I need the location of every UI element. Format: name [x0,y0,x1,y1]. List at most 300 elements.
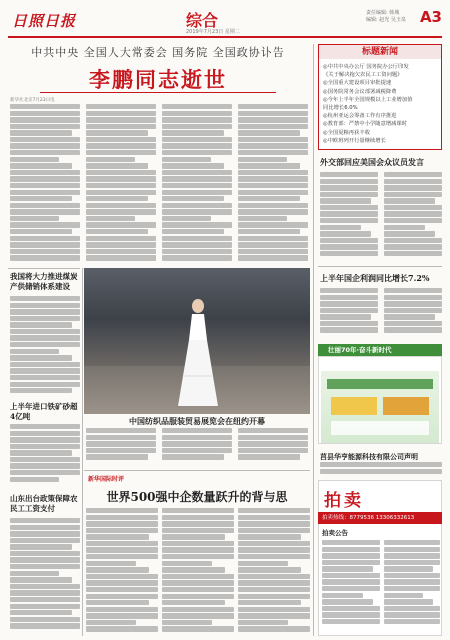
body-text-line [162,561,212,566]
body-text-line [238,620,288,625]
body-text-line [238,454,300,459]
body-text-line [322,586,380,591]
body-text-line [10,463,80,468]
body-text-line [238,508,310,513]
auction-notice-title: 拍卖公告 [322,529,348,537]
body-text-line [10,623,80,628]
body-text-line [162,441,232,446]
body-text-line [86,190,156,195]
body-text-line [238,255,308,260]
body-text-line [162,600,225,605]
body-text-line [322,573,380,578]
body-text-line [86,515,158,520]
body-text-line [86,104,156,109]
headline-news-box [318,44,442,150]
editor-line-1: 责任编辑: 韩城 [366,10,400,16]
brief-item: ◎中欧班列开行量继续增长 [323,137,386,144]
body-text-line [320,238,378,243]
body-text-line [320,179,378,184]
brief-item: 《关于解决拖欠农民工工资问题》 [323,72,403,79]
body-text-line [162,626,234,631]
body-text-line [86,613,158,618]
body-text-line [10,137,80,142]
body-text-line [10,531,80,536]
body-text-line [10,355,72,360]
body-text-line [10,564,80,569]
body-text-line [86,157,135,162]
body-text-line [10,424,80,429]
body-text-line [384,321,442,326]
newspaper-logo: 日照日报 [12,12,77,30]
body-text-line [238,216,287,221]
body-text-line [10,117,80,122]
body-text-line [10,303,80,308]
body-text-line [384,205,442,210]
body-text-line [10,176,80,181]
body-text-line [238,117,308,122]
body-text-line [10,557,80,562]
lead-dateline: 新华社北京7月23日电 [10,98,55,103]
body-text-line [238,137,308,142]
body-text-line [86,541,158,546]
body-text-line [162,242,232,247]
body-text-line [10,216,59,221]
body-text-line [86,448,156,453]
body-text-line [162,620,212,625]
body-text-line [162,508,234,513]
brief-item: ◎中共中央办公厅 国务院办公厅印发 [323,64,409,70]
auction-col-2 [384,540,440,632]
brief-item: ◎国务院常务会议部署减税降费 [323,88,397,95]
body-text-line [162,196,224,201]
body-text-line [10,309,80,314]
body-text-line [86,580,158,585]
body-text-line [162,137,232,142]
body-text-line [238,541,310,546]
body-text-line [384,211,442,216]
body-text-line [162,574,234,579]
body-text-line [10,130,72,135]
body-text-line [86,521,158,526]
body-text-line [162,209,232,214]
body-text-line [384,586,440,591]
body-text-line [86,196,148,201]
body-text-line [162,541,234,546]
body-text-line [384,327,442,332]
body-text-line [384,244,442,249]
body-text-line [384,295,442,300]
body-text-line [162,554,234,559]
body-text-line [162,104,232,109]
body-text-line [322,612,380,617]
company-notice-headline: 莒县华亨能源科技有限公司声明 [320,452,418,461]
body-text-line [320,211,378,216]
masthead-divider [8,36,442,38]
lead-kicker: 中共中央 全国人大常委会 国务院 全国政协讣告 [31,46,285,59]
body-text-line [238,170,308,175]
body-text-line [86,567,149,572]
body-text-line [162,448,232,453]
body-text-line [86,454,148,459]
caption-body-col-1 [86,428,156,466]
body-text-line [10,518,80,523]
body-text-line [10,388,72,393]
body-text-line [238,613,310,618]
body-text-line [238,229,300,234]
commentary-col-1 [86,508,158,634]
body-text-line [238,222,308,227]
body-text-line [162,176,232,181]
body-text-line [86,170,156,175]
body-text-line [238,203,308,208]
body-text-line [384,579,440,584]
side-story-1-col-1 [320,172,378,262]
body-text-line [320,185,378,190]
body-text-line [162,607,234,612]
body-text-line [162,130,224,135]
body-text-line [384,553,440,558]
body-text-line [384,547,440,552]
body-text-line [86,441,156,446]
body-text-line [10,349,59,354]
body-text-line [10,525,80,530]
body-text-line [320,205,378,210]
body-text-line [162,143,232,148]
body-text-line [238,196,300,201]
body-text-line [162,547,234,552]
company-notice-body [320,462,442,476]
body-text-line [86,607,158,612]
body-text-line [86,150,156,155]
body-text-line [238,534,301,539]
body-text-line [238,574,310,579]
body-text-line [320,225,361,230]
body-text-line [162,521,234,526]
body-text-line [10,236,80,241]
infographic-header: 壮丽70年·奋斗新时代 [318,344,442,356]
body-text-line [320,218,378,223]
body-text-line [86,249,156,254]
body-text-line [86,216,135,221]
body-text-line [238,236,308,241]
body-text-line [10,382,80,387]
body-text-line [10,316,80,321]
body-text-line [162,183,232,188]
body-text-line [10,143,80,148]
body-text-line [162,190,232,195]
body-text-line [10,457,80,462]
body-text-line [86,242,156,247]
body-text-line [86,236,156,241]
brief-item: 同比增长6.0% [323,105,358,112]
body-text-line [322,560,380,565]
body-text-line [162,528,234,533]
body-text-line [10,242,80,247]
left-story-1-headline: 我国将大力推进煤炭产供储销体系建设 [10,272,78,291]
body-text-line [238,561,288,566]
body-text-line [10,577,72,582]
body-text-line [238,567,301,572]
body-text-line [86,176,156,181]
body-text-line [238,547,310,552]
body-text-line [10,190,80,195]
body-text-line [10,368,80,373]
commentary-col-2 [162,508,234,634]
body-text-line [238,190,308,195]
body-text-line [10,322,72,327]
body-text-line [162,428,232,433]
body-text-line [10,229,72,234]
brief-item: ◎教育部：严禁中小学随意增减课时 [323,121,408,128]
body-text-line [10,203,80,208]
model-figure [176,296,220,408]
lead-body-col-4 [238,104,308,264]
body-text-line [238,594,310,599]
body-text-line [162,203,232,208]
body-text-line [238,515,310,520]
body-text-line [320,308,378,313]
body-text-line [384,192,442,197]
commentary-headline: 世界500强中企数量跃升的背与思 [106,490,288,504]
left-story-3-body [10,518,80,634]
body-text-line [320,462,442,467]
body-text-line [162,216,211,221]
column-rule-left [82,268,83,636]
left-story-2-body [10,424,80,488]
body-text-line [86,130,148,135]
brief-item: ◎今年上半年全国规模以上工业增加值 [323,96,413,103]
body-text-line [384,251,442,256]
body-text-line [10,431,80,436]
body-text-line [162,515,234,520]
body-text-line [384,301,442,306]
body-text-line [320,327,378,332]
body-text-line [320,172,378,177]
side-story-2-headline: 上半年国企利润同比增长7.2% [320,273,430,283]
body-text-line [320,301,378,306]
side-story-1-headline: 外交部回应美国会众议员发言 [320,157,424,167]
infographic-graphic [321,371,439,443]
body-text-line [384,198,435,203]
side-divider [318,266,442,267]
body-text-line [10,163,72,168]
body-text-line [86,574,158,579]
body-text-line [162,587,234,592]
brief-item: ◎杭州亚运会筹备工作有序推进 [323,113,397,120]
body-text-line [238,441,308,446]
body-text-line [384,606,440,611]
body-text-line [320,469,442,474]
body-text-line [86,209,156,214]
body-text-line [10,571,59,576]
body-text-line [86,117,156,122]
body-text-line [86,435,156,440]
body-text-line [10,450,72,455]
body-text-line [10,375,80,380]
body-text-line [10,597,80,602]
body-text-line [384,593,423,598]
body-text-line [10,222,80,227]
side-story-2-col-1 [320,288,378,340]
body-text-line [162,117,232,122]
body-text-line [86,143,156,148]
body-text-line [86,600,149,605]
body-text-line [238,587,310,592]
body-text-line [384,566,433,571]
body-text-line [162,580,234,585]
body-text-line [238,124,308,129]
body-text-line [10,249,80,254]
body-text-line [10,437,80,442]
body-text-line [162,594,234,599]
body-text-line [320,288,378,293]
body-text-line [10,551,80,556]
body-text-line [10,470,80,475]
body-text-line [162,111,232,116]
body-text-line [10,296,80,301]
body-text-line [384,573,440,578]
body-text-line [86,222,156,227]
body-text-line [10,342,80,347]
left-story-2-headline: 上半年进口铁矿砂超4亿吨 [10,402,78,421]
body-text-line [10,477,59,482]
photo-caption: 中国纺织品服装贸易展览会在纽约开幕 [129,416,265,426]
section-date: 2019年7月23日 星期二 [186,29,240,35]
body-text-line [10,544,72,549]
body-text-line [238,580,310,585]
body-text-line [320,244,378,249]
body-text-line [10,104,80,109]
commentary-col-3 [238,508,310,634]
body-text-line [384,231,435,236]
body-text-line [10,590,80,595]
lead-body-col-1 [10,104,80,264]
body-text-line [322,593,363,598]
body-text-line [86,587,158,592]
body-text-line [86,163,148,168]
body-text-line [384,560,440,565]
body-text-line [10,157,59,162]
left-story-3-headline: 山东出台政策保障农民工工资支付 [10,494,78,513]
body-text-line [238,428,308,433]
body-text-line [10,209,80,214]
body-text-line [86,428,156,433]
body-text-line [238,626,310,631]
body-text-line [322,553,380,558]
editor-line-2: 编辑: 赵光 吴玉泉 [366,17,406,23]
headline-news-list [323,63,439,145]
body-text-line [86,554,158,559]
auction-hotline: 拍卖热线：8779536 13306332613 [318,512,442,524]
body-text-line [384,308,442,313]
body-text-line [384,314,435,319]
body-text-line [322,606,380,611]
body-text-line [86,561,136,566]
body-text-line [384,185,442,190]
section-title: 综合 [186,11,219,30]
body-text-line [320,192,378,197]
body-text-line [162,255,232,260]
body-text-line [10,183,80,188]
body-text-line [238,157,287,162]
body-text-line [86,620,136,625]
body-text-line [384,619,440,624]
body-text-line [162,229,224,234]
body-text-line [384,540,440,545]
column-rule-right [313,44,314,636]
fashion-show-photo [84,268,310,414]
commentary-tag: 新华国际时评 [88,476,125,483]
lead-body-col-3 [162,104,232,264]
body-text-line [86,137,156,142]
body-text-line [238,521,310,526]
body-text-line [10,329,80,334]
body-text-line [238,104,308,109]
caption-body-col-2 [162,428,232,466]
lead-headline: 李鹏同志逝世 [89,67,227,92]
body-text-line [86,534,149,539]
body-text-line [162,157,211,162]
body-text-line [162,150,232,155]
auction-title: 拍卖 [324,491,364,511]
brief-item: ◎全国重大建设项目审批提速 [323,80,392,87]
body-text-line [86,124,156,129]
body-text-line [10,604,80,609]
body-text-line [10,610,72,615]
body-text-line [86,255,156,260]
body-text-line [86,111,156,116]
body-text-line [384,218,442,223]
body-text-line [320,321,378,326]
body-text-line [322,599,373,604]
left-divider [8,268,80,269]
body-text-line [162,163,224,168]
body-text-line [238,448,308,453]
body-text-line [238,435,308,440]
body-text-line [162,170,232,175]
body-text-line [86,594,158,599]
body-text-line [238,183,308,188]
page-number: A3 [419,8,442,26]
body-text-line [10,111,80,116]
body-text-line [238,176,308,181]
editor-credits [366,10,406,24]
body-text-line [162,567,225,572]
headline-rule [40,92,276,93]
body-text-line [10,538,80,543]
body-text-line [86,203,156,208]
body-text-line [10,444,80,449]
body-text-line [322,619,380,624]
body-text-line [86,508,158,513]
body-text-line [10,335,80,340]
body-text-line [238,528,310,533]
body-text-line [384,179,442,184]
body-text-line [86,229,148,234]
body-text-line [238,163,300,168]
body-text-line [238,143,308,148]
body-text-line [162,124,232,129]
infographic-box [318,356,442,444]
body-text-line [10,170,80,175]
body-text-line [320,295,378,300]
headline-news-title: 标题新闻 [319,45,441,59]
body-text-line [238,209,308,214]
body-text-line [10,617,80,622]
body-text-line [238,130,300,135]
body-text-line [10,150,80,155]
body-text-line [238,150,308,155]
